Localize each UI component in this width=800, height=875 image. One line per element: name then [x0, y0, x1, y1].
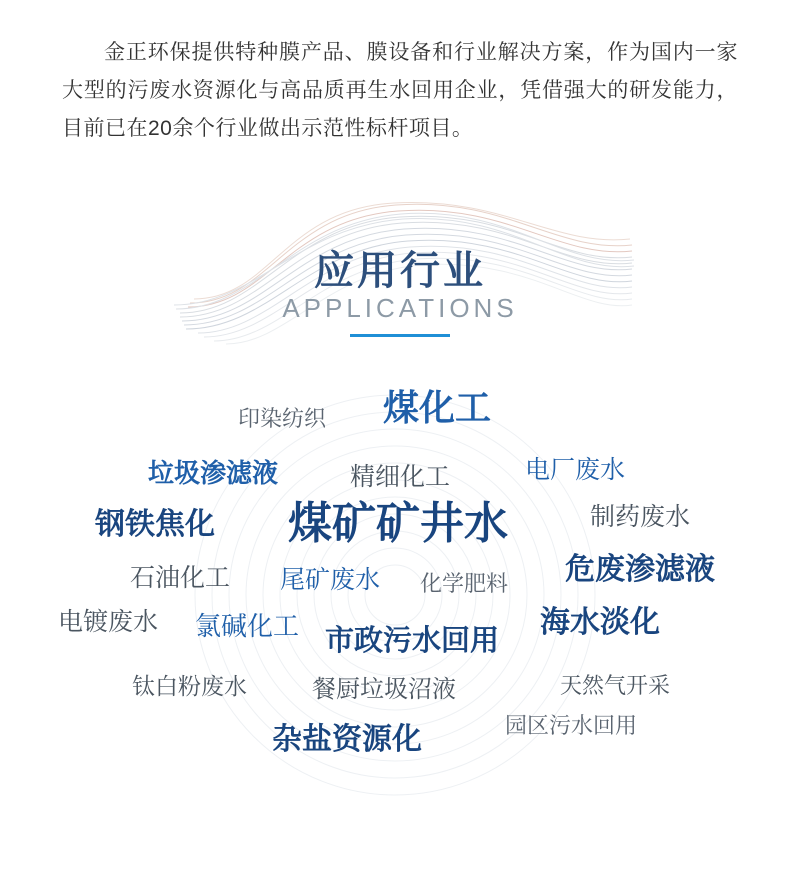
section-title-cn: 应用行业: [314, 249, 486, 293]
word-cloud-item[interactable]: 电镀废水: [58, 608, 159, 636]
word-cloud-item[interactable]: 市政污水回用: [325, 625, 500, 657]
section-underline: [350, 334, 450, 337]
word-cloud-item[interactable]: 钢铁焦化: [95, 508, 215, 541]
section-title-en: APPLICATIONS: [282, 293, 518, 323]
word-cloud-item[interactable]: 钛白粉废水: [132, 673, 247, 699]
intro-paragraph: 金正环保提供特种膜产品、膜设备和行业解决方案，作为国内一家大型的污废水资源化与高品质再生水回用企业，凭借强大的研发能力，目前已在20余个行业做出示范性标杆项目。: [62, 41, 738, 140]
word-cloud-item[interactable]: 煤矿矿井水: [288, 499, 508, 548]
word-cloud-item[interactable]: 杂盐资源化: [272, 723, 422, 756]
word-cloud-item[interactable]: 垃圾渗滤液: [148, 458, 279, 488]
section-heading: [0, 195, 800, 355]
word-cloud-item[interactable]: 尾矿废水: [280, 566, 381, 594]
word-cloud-item[interactable]: 园区污水回用: [505, 713, 638, 738]
word-cloud-item[interactable]: 精细化工: [350, 463, 451, 491]
word-cloud-item[interactable]: 危废渗滤液: [565, 553, 715, 586]
word-cloud-item[interactable]: 石油化工: [130, 564, 231, 592]
word-cloud-item[interactable]: 餐厨垃圾沼液: [312, 676, 456, 703]
word-cloud-item[interactable]: 天然气开采: [560, 673, 671, 698]
word-cloud-item[interactable]: 氯碱化工: [195, 611, 300, 641]
word-cloud-item[interactable]: 印染纺织: [238, 406, 327, 431]
word-cloud-item[interactable]: 制药废水: [590, 503, 691, 531]
word-cloud-item[interactable]: 海水淡化: [540, 606, 660, 639]
word-cloud-item[interactable]: 化学肥料: [420, 571, 509, 596]
word-cloud-item[interactable]: 煤化工: [383, 387, 492, 428]
application-word-cloud: [0, 370, 800, 810]
word-cloud-item[interactable]: 电厂废水: [525, 456, 626, 484]
